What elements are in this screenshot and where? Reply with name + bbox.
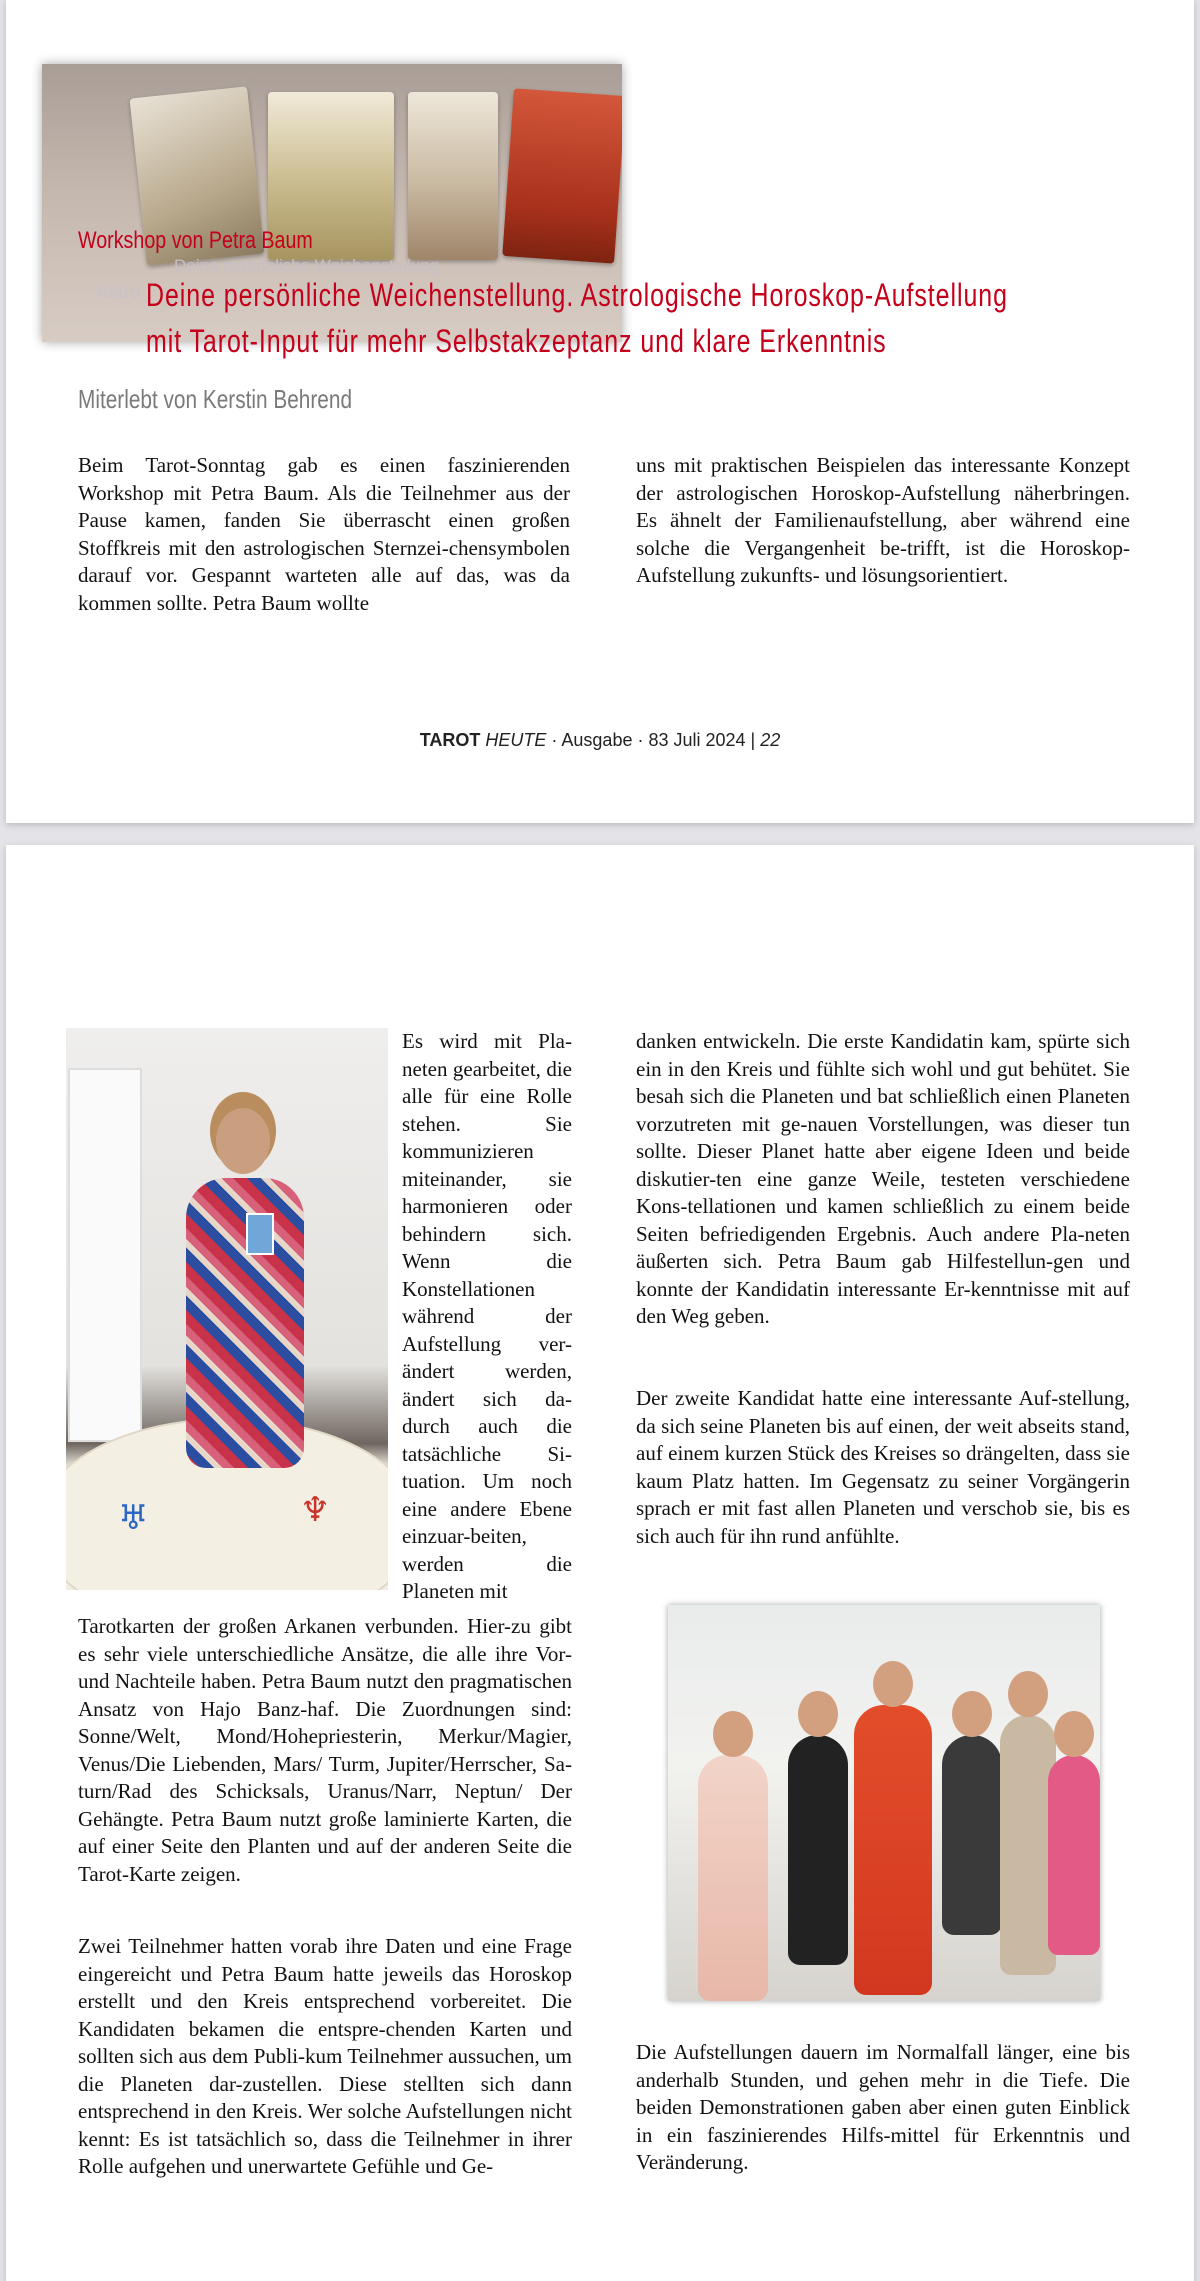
photo-person [1048, 1755, 1100, 1955]
neptune-symbol-icon: ♆ [300, 1490, 331, 1530]
photo-workshop-group [668, 1605, 1100, 2001]
footer-page-number: 22 [760, 730, 781, 750]
body-column-right-closing: Die Aufstellungen dauern im Normalfall länger, eine bis anderhalb Stunden, und gehen mehr in die Tiefe. Die beiden Demonstrationen gaben aber einen guten Einblick in ein faszinierendes Hilfs-mittel für Erkenntnis und Veränderung. [636, 2040, 1130, 2174]
body-column-left: Tarotkarten der großen Arkanen verbunden. Hier-zu gibt es sehr viele unterschiedliche Ansätze, die alle ihre Vor- und Nachteile haben. Petra Baum nutzt den pragmatischen Ansatz von Hajo Banz-haf. Die Zuordnungen sind: Sonne/Welt, Mond/Hohepriesterin, Merkur/Magier, Venus/Die Liebenden, Mars/ Turm, Jupiter/Herrscher, Sa-turn/Rad des Schicksals, Uranus/Narr, Neptun/ Der Gehängte. Petra Baum nutzt große laminierte Karten, die auf einer Seite den Planten und auf der anderen Seite die Tarot-Karte zeigen. [78, 1614, 572, 1886]
photo-person [942, 1735, 1002, 1935]
photo-dress [186, 1178, 304, 1468]
article-kicker: Workshop von Petra Baum [78, 227, 313, 254]
headline-line-1: Deine persönliche Weichenstellung. Astrologische Horoskop-Aufstellung [146, 277, 1008, 313]
photo-person [788, 1735, 848, 1965]
photo-slide-title: Deine persönliche Weichenstellung [174, 256, 440, 275]
photo-person [854, 1705, 932, 1995]
uranus-symbol-icon: ♅ [118, 1498, 149, 1538]
photo-door [68, 1068, 142, 1442]
photo-head [216, 1108, 270, 1174]
article-headline [146, 272, 1008, 364]
footer-separator: | [750, 730, 756, 750]
tarot-card-photo [502, 88, 622, 263]
photo-petra-baum [66, 1028, 388, 1590]
headline-line-2: mit Tarot-Input für mehr Selbstakzeptanz und klare Erkenntnis [146, 323, 887, 359]
photo-card [246, 1213, 274, 1255]
photo-slide-text: Astro [96, 282, 141, 303]
footer-issue: · Ausgabe · 83 Juli 2024 [546, 730, 751, 750]
body-column-left-paragraph: Zwei Teilnehmer hatten vorab ihre Daten und eine Frage eingereicht und Petra Baum hatte jeweils das Horoskop erstellt und den Kreis entsprechend vorbereitet. Die Kandidaten bekamen die entspre-chenden Karten und sollten sich aus dem Publi-kum Teilnehmer aussuchen, um die Planeten dar-zustellen. Diese stellten sich dann entsprechend in den Kreis. Wer solche Aufstellungen nicht kennt: Es ist tatsächlich so, dass die Teilnehmer in ihrer Rolle aufgehen und unerwartete Gefühle und Ge- [78, 1934, 572, 2178]
magazine-page-23 [6, 845, 1194, 2281]
footer-brand-italic: HEUTE [485, 730, 547, 750]
body-wrap-text: Es wird mit Pla-neten gearbeitet, die alle für eine Rolle stehen. Sie kommunizieren miteinander, sie harmonieren oder behindern sich. Wenn die Konstellationen während der Aufstellung ver-ändert werden, ändert sich da-durch auch die tatsächliche Si-tuation. Um noch eine andere Ebene einzuar-beiten, werden die Planeten mit [402, 1029, 572, 1603]
tarot-card-photo [408, 92, 498, 260]
body-column-right-paragraph: Der zweite Kandidat hatte eine interessante Auf-stellung, da sich seine Planeten bis auf einen, der weit abseits stand, auf einem kurzen Stück des Kreises so drängelten, dass sie kaum Platz hatten. Im Gegensatz zu seiner Vorgängerin sprach er mit fast allen Planeten und verschob sie, bis es sich auch für ihn rund anfühlte. [636, 1386, 1130, 1548]
body-column-right: danken entwickeln. Die erste Kandidatin kam, spürte sich ein in den Kreis und fühlte sich wohl und gut behütet. Sie besah sich die Planeten und bat schließlich einen Planeten vorzutreten mit ge-nauen Vorstellungen, was dieser tun sollte. Dieser Planet hatte aber eigene Ideen und beide diskutier-ten eine ganze Weile, testeten verschiedene Kons-tellationen und kamen schließlich zu einem beide Seiten befriedigenden Ergebnis. Auch andere Pla-neten äußerten sich. Petra Baum gab Hilfestellun-gen und konnte der Kandidatin interessante Er-kenntnisse mit auf den Weg geben. [636, 1029, 1130, 1328]
footer-brand: TAROT [419, 730, 481, 750]
body-column-left: Beim Tarot-Sonntag gab es einen faszinierenden Workshop mit Petra Baum. Als die Teilnehmer aus der Pause kamen, fanden Sie überrascht einen großen Stoffkreis mit den astrologischen Sternzei-chensymbolen darauf vor. Gespannt warteten alle auf das, was da kommen sollte. Petra Baum wollte [78, 453, 570, 615]
page-footer [6, 730, 1194, 751]
body-column-right: uns mit praktischen Beispielen das interessante Konzept der astrologischen Horoskop-Aufstellung näherbringen. Es ähnelt der Familienaufstellung, aber während eine solche die Vergangenheit be-trifft, ist die Horoskop-Aufstellung zukunfts- und lösungsorientiert. [636, 453, 1130, 587]
magazine-page-22 [6, 0, 1194, 823]
photo-person [698, 1755, 768, 2001]
article-byline: Miterlebt von Kerstin Behrend [78, 384, 353, 414]
